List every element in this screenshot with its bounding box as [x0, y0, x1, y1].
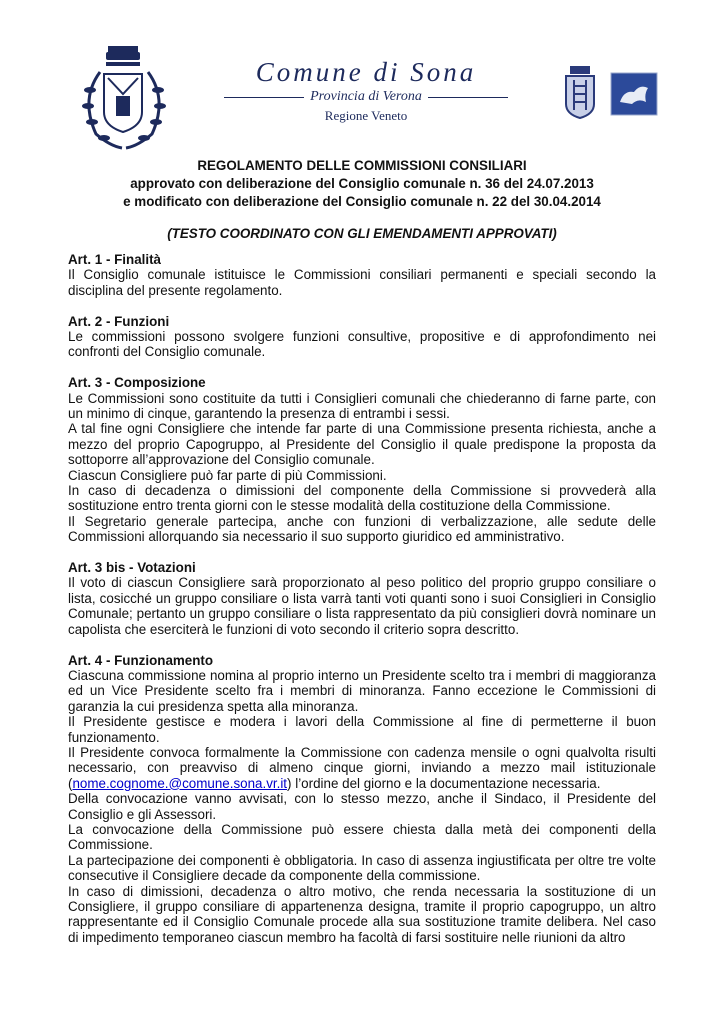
- text: ) l’ordine del giorno e la documentazione necessaria.: [287, 775, 601, 791]
- article-1: [68, 252, 656, 298]
- document-body: [68, 252, 656, 961]
- article-3: [68, 375, 656, 544]
- modification-line: e modificato con deliberazione del Consiglio comunale n. 22 del 30.04.2014: [123, 194, 601, 209]
- email-link[interactable]: nome.cognome.@comune.sona.vr.it: [72, 775, 288, 791]
- article-paragraph: Le Commissioni sono costituite da tutti i Consiglieri comunali che chiederanno di farne parte, con un minimo di cinque, garantendo la presenza di entrambi i sessi.: [68, 390, 656, 422]
- region-name: Regione Veneto: [324, 108, 408, 123]
- article-heading: Art. 3 - Composizione: [68, 375, 206, 391]
- article-paragraph: La partecipazione dei componenti è obbligatoria. In caso di assenza ingiustificata per oltre tre volte consecutive il Consigliere decade da componente della commissione.: [68, 852, 656, 884]
- article-paragraph: Ciascun Consigliere può far parte di più Commissioni.: [68, 467, 387, 483]
- article-paragraph: Della convocazione vanno avvisati, con lo stesso mezzo, anche il Sindaco, il Presidente del Consiglio e gli Assessori.: [68, 791, 656, 822]
- municipality-name: Comune di Sona: [255, 57, 477, 87]
- article-3-bis: [68, 560, 656, 637]
- sona-coat-of-arms-icon: [76, 44, 172, 152]
- article-paragraph: Il Presidente gestisce e modera i lavori della Commissione al fine di permetterne il buon funzionamento.: [68, 714, 656, 745]
- article-2: [68, 314, 656, 360]
- article-paragraph: La convocazione della Commissione può essere chiesta dalla metà dei componenti della Commissione.: [68, 821, 656, 853]
- article-heading: Art. 1 - Finalità: [68, 252, 162, 267]
- divider: [428, 97, 508, 98]
- article-paragraph: [68, 745, 656, 791]
- province-name: Provincia di Verona: [310, 89, 422, 104]
- article-paragraph: Le commissioni possono svolgere funzioni consultive, propositive e di approfondimento nei confronti del Consiglio comunale.: [68, 329, 656, 360]
- masthead: [216, 56, 516, 126]
- crest-icon: [556, 64, 604, 122]
- article-heading: Art. 2 - Funzioni: [68, 313, 170, 329]
- article-heading: Art. 4 - Funzionamento: [68, 652, 214, 668]
- article-paragraph: A tal fine ogni Consigliere che intende far parte di una Commissione presenta richiesta, anche a mezzo del proprio Capogruppo, al Presidente del Consiglio il quale predispone la proposta da sottoporre all’approvazione del Consiglio comunale.: [68, 421, 656, 468]
- article-paragraph: In caso di dimissioni, decadenza o altro motivo, che renda necessaria la sostituzione di un Consigliere, il gruppo consiliare di appartenenza designa, tramite il proprio capogruppo, un altro rappresentante ed il Consiglio Comunale procede alla sua sostituzione tramite delibera. Nel caso di impedimento temporaneo ciascun membro ha facoltà di farsi sostituire nelle riunioni da altro: [68, 883, 656, 945]
- article-paragraph: In caso di decadenza o dimissioni del componente della Commissione si provvederà alla sostituzione entro trenta giorni con le stesse modalità della costituzione della Commissione.: [68, 483, 656, 514]
- veneto-lion-icon: [610, 72, 658, 116]
- article-heading: Art. 3 bis - Votazioni: [68, 560, 196, 576]
- approval-line: approvato con deliberazione del Consiglio comunale n. 36 del 24.07.2013: [130, 176, 594, 191]
- divider: [224, 97, 304, 98]
- subtitle: (TESTO COORDINATO CON GLI EMENDAMENTI APPROVATI): [167, 226, 557, 241]
- article-paragraph: Il voto di ciascun Consigliere sarà proporzionato al peso politico del proprio gruppo consiliare o lista, cosicché un gruppo consiliare o lista varrà tanti voti quanti sono i suoi Consiglieri in Consiglio Comunale; pertanto un gruppo consiliare o lista rappresentato da più consiglieri dovrà nominare un capolista che eserciterà le funzioni di voto secondo il criterio sopra descritto.: [68, 575, 656, 637]
- article-4: [68, 653, 656, 946]
- title-line: REGOLAMENTO DELLE COMMISSIONI CONSILIARI: [197, 158, 527, 173]
- article-paragraph: Il Consiglio comunale istituisce le Commissioni consiliari permanenti e speciali secondo la disciplina del presente regolamento.: [68, 267, 656, 298]
- document-title: [60, 157, 664, 243]
- text: Il Presidente convoca formalmente la Commissione con cadenza mensile o ogni qualvolta risulti necessario, con preavviso di almeno cinque giorni, inviando a mezzo mail istituzionale (: [68, 744, 656, 791]
- article-paragraph: Il Segretario generale partecipa, anche con funzioni di verbalizzazione, alle sedute delle Commissioni allorquando sia necessario il suo supporto giuridico ed amministrativo.: [68, 513, 656, 545]
- article-paragraph: Ciascuna commissione nomina al proprio interno un Presidente scelto tra i membri di maggioranza ed un Vice Presidente scelto fra i membri di minoranza. Fanno eccezione le Commissioni di garanzia la cui presidenza spetta alla minoranza.: [68, 667, 656, 714]
